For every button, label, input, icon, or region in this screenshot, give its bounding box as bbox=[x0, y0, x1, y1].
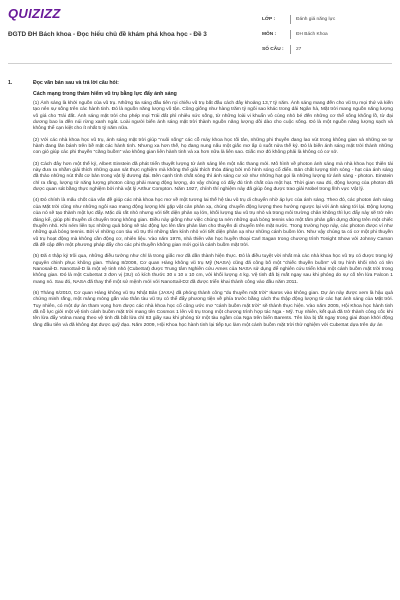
meta-label: LỚP : bbox=[262, 17, 276, 22]
header-divider bbox=[8, 63, 392, 64]
question-heading bbox=[8, 80, 394, 86]
passage-paragraph: (2) Với các nhà khoa học vũ trụ, ánh sáng mặt trời giúp "nuôi sống" các cỗ máy khoa học tối tân, những phi thuyền đang lao vút trong không gian và những xe tự hành đang lăn bánh trên bề mặt các hành tinh. Nhưng xa hơn thế, họ đang nung nấu một giấc mơ ấp ủ suốt nửa thế kỷ. Đó là biến ánh sáng mặt trời thành những con gió giúp các phi thuyền "căng buồm" vào không gian liên hành tinh và xa hơn nữa là liên sao. Giấc mơ đó không phải là không có cơ sở. bbox=[33, 137, 393, 156]
passage-paragraph: (5) Đã 4 thập kỷ trôi qua, những điều tưởng như chỉ là trong giấc mơ đã dần thành hiện thực. Đó là điều tuyệt vời nhất mà các nhà khoa học vũ trụ có được trong kỷ nguyên chinh phục không gian. Tháng 8/2008, Cơ quan Hàng không vũ trụ Mỹ (NASA) cũng đã công bố một "chiếc thuyền buồm" vũ trụ hình khối nhỏ có tên Nanosail-D. NanoSail-D là một vệ tinh nhỏ (CubeSat) được Trung tâm Nghiên cứu Ames của NASA sử dụng để nghiên cứu triển khai một cánh buồm mặt trời trong không gian. Đó là một CubeSat 3 đơn vị (3U) có kích thước 30 x 10 x 10 cm, với khối lượng 4 kg. Vệ tinh đã bị mất ngay sau khi phóng do sự cố tên lửa Falcon 1 mang nó. Sau đó, NASA đã thay thế một sứ mệnh mới với NanoSail-D2 đã được triển khai thành công vào đầu năm 2011. bbox=[33, 254, 393, 285]
passage-paragraph: (6) Tháng 6/2010, Cơ quan Hàng không vũ trụ Nhật Bản (JAXA) đã phóng thành công "du thuyền mặt trời" Ikaros vào không gian. Dự án này được xem là hậu quả chứng minh rằng, một mảng mỏng gắn vào thân tàu vũ trụ có thể đẩy phương tiện về phía trước bằng cách thu thập động lượng từ các hạt ánh sáng của Mặt trời. Tuy nhiên, có một dự án tham vọng hơn được các nhà khoa học cổ cũng ước mơ "cánh buồm mặt trời" sẽ thành thực hiện. Vào năm 2005, Hội Khoa học hành tinh đã nỗ lực giới một vệ tinh cánh buồm mặt trời mang tên Cosmos 1 lên vũ trụ trong một chương trình hợp tác Nga - Mỹ. Tuy nhiên, kết quả đã trở thành công cốc khi tên lửa đẩy Volna mang theo vệ tinh đã bắt lửa chỉ 83 giây sau khi phóng từ một tàu ngầm của Nga trên biển Barents. Tên lửa bị tắt ngay trong giai đoạn khởi động tầng đầu tiên và đã không đạt được quỹ đạo. Năm 2009, Hội Khoa học hành tinh lại tiếp tục làm một cánh buồm mặt trời thử nghiệm với CubeSat dựa trên dự án bbox=[33, 290, 393, 328]
question-instruction: Đọc văn bản sau và trả lời câu hỏi: bbox=[33, 80, 119, 86]
worksheet-header bbox=[0, 0, 400, 58]
meta-row-question-count bbox=[262, 42, 392, 57]
worksheet-meta bbox=[262, 12, 392, 57]
passage-paragraph: (3) Cách đây hơn một thế kỷ, Albert Einstein đã phát triển thuyết lượng tử ánh sáng lên một nấc thang mới. Mô hình về photon ánh sáng mà nhà khoa học thiên tài này đưa ra nhằm giải thích những quan sát thực nghiệm mà không thể giải thích thỏa đáng bởi mô hình sóng cổ điển. Bản chất lượng tính sóng - hạt của ánh sáng đã thảo những nút thắt cơ bản trong vật lý đương đại. Bên cạnh tính chất sóng thì ánh sáng cư xử như những hạt gọi là những lượng tử ánh sáng - photon. Einstein chỉ ra rằng, lượng tử năng lượng photon cũng phải mang động lượng, do vậy chúng có đẩy đủ tính chất của một hạt. Thời gian sau đó, động lượng của photon đã được quan sát bằng thực nghiệm bởi nhà vật lý Arthur Compton. Năm 1927, chính thí nghiệm này đã giúp ông được trao giải Nobel trong lĩnh vực Vật lý. bbox=[33, 161, 393, 193]
worksheet-title: ĐGTD ĐH Bách khoa - Đọc hiểu chủ đề khám phá khoa học - Đề 3 bbox=[8, 31, 207, 38]
passage-paragraph: (1) Ánh sáng là khởi nguồn của vũ trụ. Những tia sáng đầu tiên rọi chiếu vũ trụ bắt đầu cách đây khoảng 13,7 tỷ năm. Ánh sáng mang đến cho vũ trụ mọi thứ và kiến tạo nên sự sống trên các hành tinh. Đó là nguồn năng lượng vô tận. Cũng giống như hàng trăm tỷ ngôi sao khác trong dải Ngân hà, Mặt trời mang nguồn năng lượng vô giá cho Trái đất. Ánh sáng mặt trời cho phép mọi Trái đất phì nhiêu sức sống, từ những loài vi khuẩn vô cùng nhỏ bé đến những cơ thể sống khổng lồ, từ đại dương bao la đến núi rừng xanh ngát. Loài người biến ánh sáng mặt trời thành nguồn năng lượng dồi dào cho cuộc sống. Đó là một nguồn năng lượng sạch và không thể cạn kiệt cho ít nhất 5 tỷ năm nữa. bbox=[33, 101, 393, 132]
quizizz-logo: QUIZIZZ bbox=[8, 6, 61, 21]
passage-paragraph: (4) Đó chính là mấu chốt của vấn đề giúp các nhà khoa học mơ về một tương lai thế hệ tàu vũ trụ di chuyển nhờ áp lực của ánh sáng. Theo đó, các photon ánh sáng của Mặt trời cũng như những ngôi sao mang động lượng khi gặp vật cản phản xạ, chúng chuyển động lượng theo hướng ngược lại với ánh sáng tới lại. Động lượng của nó sẽ tạo thành một lực đẩy. Mặc dù rất nhỏ nhưng với tiết diện phản xạ lớn, khối lượng tàu vũ trụ nhỏ và trong môi trường chân không thì lực đẩy này sẽ trở nên đáng kể, giúp phi thuyền di chuyển trong không gian. Điều này giống như việc chúng ta nén những quả bóng tennis vào một tấm phản gắn dựng đứng trên một chiếc thuyền nhỏ. Khi ném liên tục những quả bóng sẽ tác động lực lên tấm phản làm cho thuyền di chuyển trên mặt nước. Trong trường hợp này, các photon được ví như những quả bóng tennis. Bởi vì những con tàu vũ trụ thì những tấm kính nhỏ với tiết diện phản xạ như những cánh buồm lớn. Như vậy chúng ta có cơ một phi thuyền vũ trụ hoạt động mà không cần động cơ, nhiên liệu. Vào năm 1976, nhà thiên văn học huyền thoại Carl Sagan trong chương trình Tonight Show với Johnny Carson đã đề cập đến một phương pháp đẩy cho các phi thuyền không gian mới gọi là cánh buồm mặt trời. bbox=[33, 198, 393, 248]
meta-row-class bbox=[262, 12, 392, 27]
question-number: 1. bbox=[8, 80, 13, 86]
meta-separator bbox=[290, 15, 291, 24]
passage-title: Cách mạng trong thám hiểm vũ trụ bằng lực đẩy ánh sáng bbox=[33, 91, 177, 97]
meta-label: MÔN : bbox=[262, 32, 277, 37]
meta-separator bbox=[290, 45, 291, 54]
meta-value: ĐH Bách Khoa bbox=[296, 32, 328, 37]
question-content bbox=[8, 80, 394, 334]
meta-row-subject bbox=[262, 27, 392, 42]
meta-value: 27 bbox=[296, 47, 302, 52]
meta-value: Đánh giá năng lực bbox=[296, 17, 336, 22]
meta-label: SỐ CÂU : bbox=[262, 47, 284, 52]
meta-separator bbox=[290, 30, 291, 39]
